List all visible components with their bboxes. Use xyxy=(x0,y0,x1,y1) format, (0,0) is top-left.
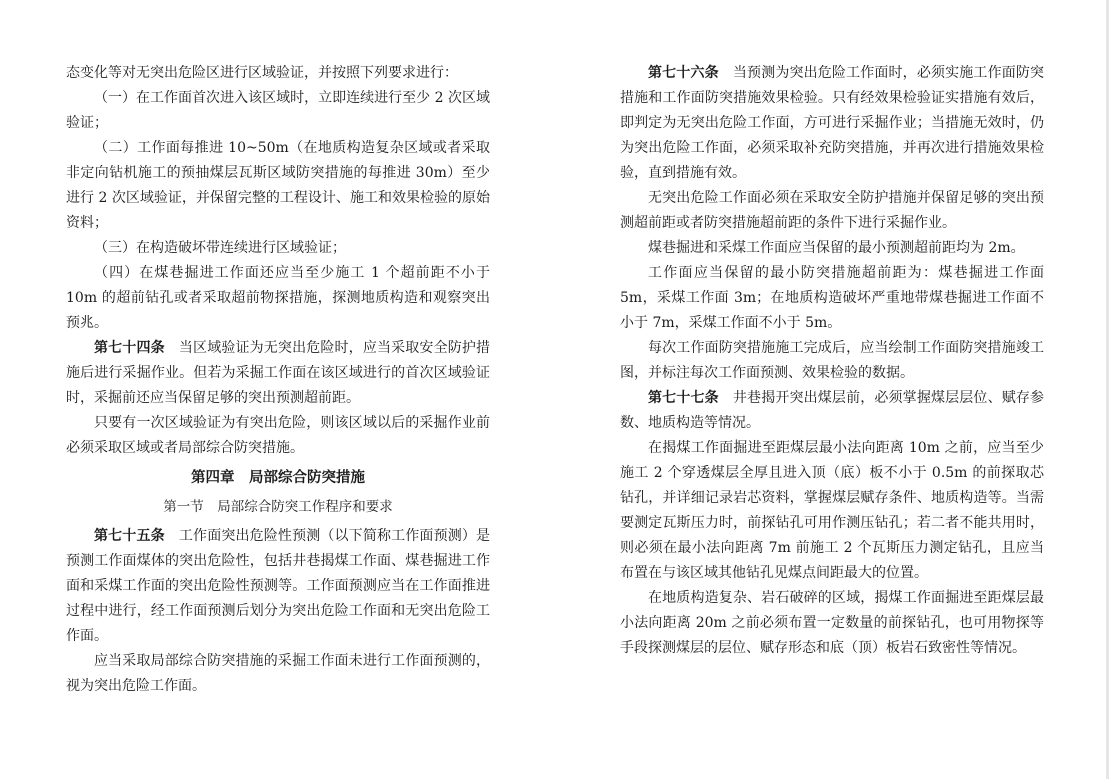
paragraph: 态变化等对无突出危险区进行区域验证，并按照下列要求进行： xyxy=(66,65,458,81)
paragraph: （一）在工作面首次进入该区域时，立即连续进行至少 2 次区域验证； xyxy=(66,90,490,131)
article-76 xyxy=(620,61,1044,186)
article-75 xyxy=(66,524,490,649)
paragraph: （二）工作面每推进 10~50m（在地质构造复杂区域或者采取非定向钻机施工的预抽煤层瓦斯区域防突措施的每推进 30m）至少进行 2 次区域验证，并保留完整的工程设计、施工和效果检验的原始资料； xyxy=(66,140,490,231)
paragraph: 只要有一次区域验证为有突出危险，则该区域以后的采掘作业前必须采取区域或者局部综合防突措施。 xyxy=(66,415,490,456)
paragraph: （三）在构造破坏带连续进行区域验证； xyxy=(94,240,346,256)
right-column xyxy=(620,61,1044,661)
paragraph: 工作面应当保留的最小防突措施超前距为：煤巷掘进工作面 5m，采煤工作面 3m；在地质构造破坏严重地带煤巷掘进工作面不小于 7m，采煤工作面不小于 5m。 xyxy=(620,265,1044,331)
paragraph: （四）在煤巷掘进工作面还应当至少施工 1 个超前距不小于 10m 的超前钻孔或者采取超前物探措施，探测地质构造和观察突出预兆。 xyxy=(66,265,490,331)
article-text: 当预测为突出危险工作面时，必须实施工作面防突措施和工作面防突措施效果检验。只有经效果检验证实措施有效后，即判定为无突出危险工作面，方可进行采掘作业；当措施无效时，仍为突出危险工作面，必须采取补充防突措施，并再次进行措施效果检验，直到措施有效。 xyxy=(620,65,1045,181)
article-title: 第七十七条 xyxy=(648,390,719,406)
paragraph: 无突出危险工作面必须在采取安全防护措施并保留足够的突出预测超前距或者防突措施超前距的条件下进行采掘作业。 xyxy=(620,190,1044,231)
article-title: 第七十五条 xyxy=(94,528,165,544)
article-74 xyxy=(66,336,490,411)
paragraph: 每次工作面防突措施施工完成后，应当绘制工作面防突措施竣工图，并标注每次工作面预测、效果检验的数据。 xyxy=(620,340,1044,381)
paragraph: 在揭煤工作面掘进至距煤层最小法向距离 10m 之前，应当至少施工 2 个穿透煤层全厚且进入顶（底）板不小于 0.5m 的前探取芯钻孔，并详细记录岩芯资料，掌握煤层赋存条件、地质构造等。当需要测定瓦斯压力时，前探钻孔可用作测压钻孔；若二者不能共用时，则必须在最小法向距离 7m 前施工 2 个瓦斯压力测定钻孔，且应当布置在与该区域其他钻孔见煤点间距最大的位置。 xyxy=(620,440,1044,581)
article-text: 井巷揭开突出煤层前，必须掌握煤层层位、赋存参数、地质构造等情况。 xyxy=(620,390,1045,431)
article-title: 第七十六条 xyxy=(648,65,719,81)
article-text: 工作面突出危险性预测（以下简称工作面预测）是预测工作面煤体的突出危险性，包括井巷揭煤工作面、煤巷掘进工作面和采煤工作面的突出危险性预测等。工作面预测应当在工作面推进过程中进行，经工作面预测后划分为突出危险工作面和无突出危险工作面。 xyxy=(66,528,491,644)
chapter-heading: 第四章 局部综合防突措施 xyxy=(191,470,365,486)
section-heading: 第一节 局部综合防突工作程序和要求 xyxy=(163,499,393,515)
article-title: 第七十四条 xyxy=(94,340,165,356)
paragraph: 在地质构造复杂、岩石破碎的区域，揭煤工作面掘进至距煤层最小法向距离 20m 之前必须布置一定数量的前探钻孔，也可用物探等手段探测煤层的层位、赋存形态和底（顶）板岩石致密性等情况。 xyxy=(620,590,1044,656)
left-column xyxy=(66,61,490,699)
paragraph: 应当采取局部综合防突措施的采掘工作面未进行工作面预测的，视为突出危险工作面。 xyxy=(66,653,490,694)
article-text: 当区域验证为无突出危险时，应当采取安全防护措施后进行采掘作业。但若为采掘工作面在该区域进行的首次区域验证时，采掘前还应当保留足够的突出预测超前距。 xyxy=(66,340,491,406)
article-77 xyxy=(620,386,1044,436)
paragraph: 煤巷掘进和采煤工作面应当保留的最小预测超前距均为 2m。 xyxy=(648,240,1025,256)
